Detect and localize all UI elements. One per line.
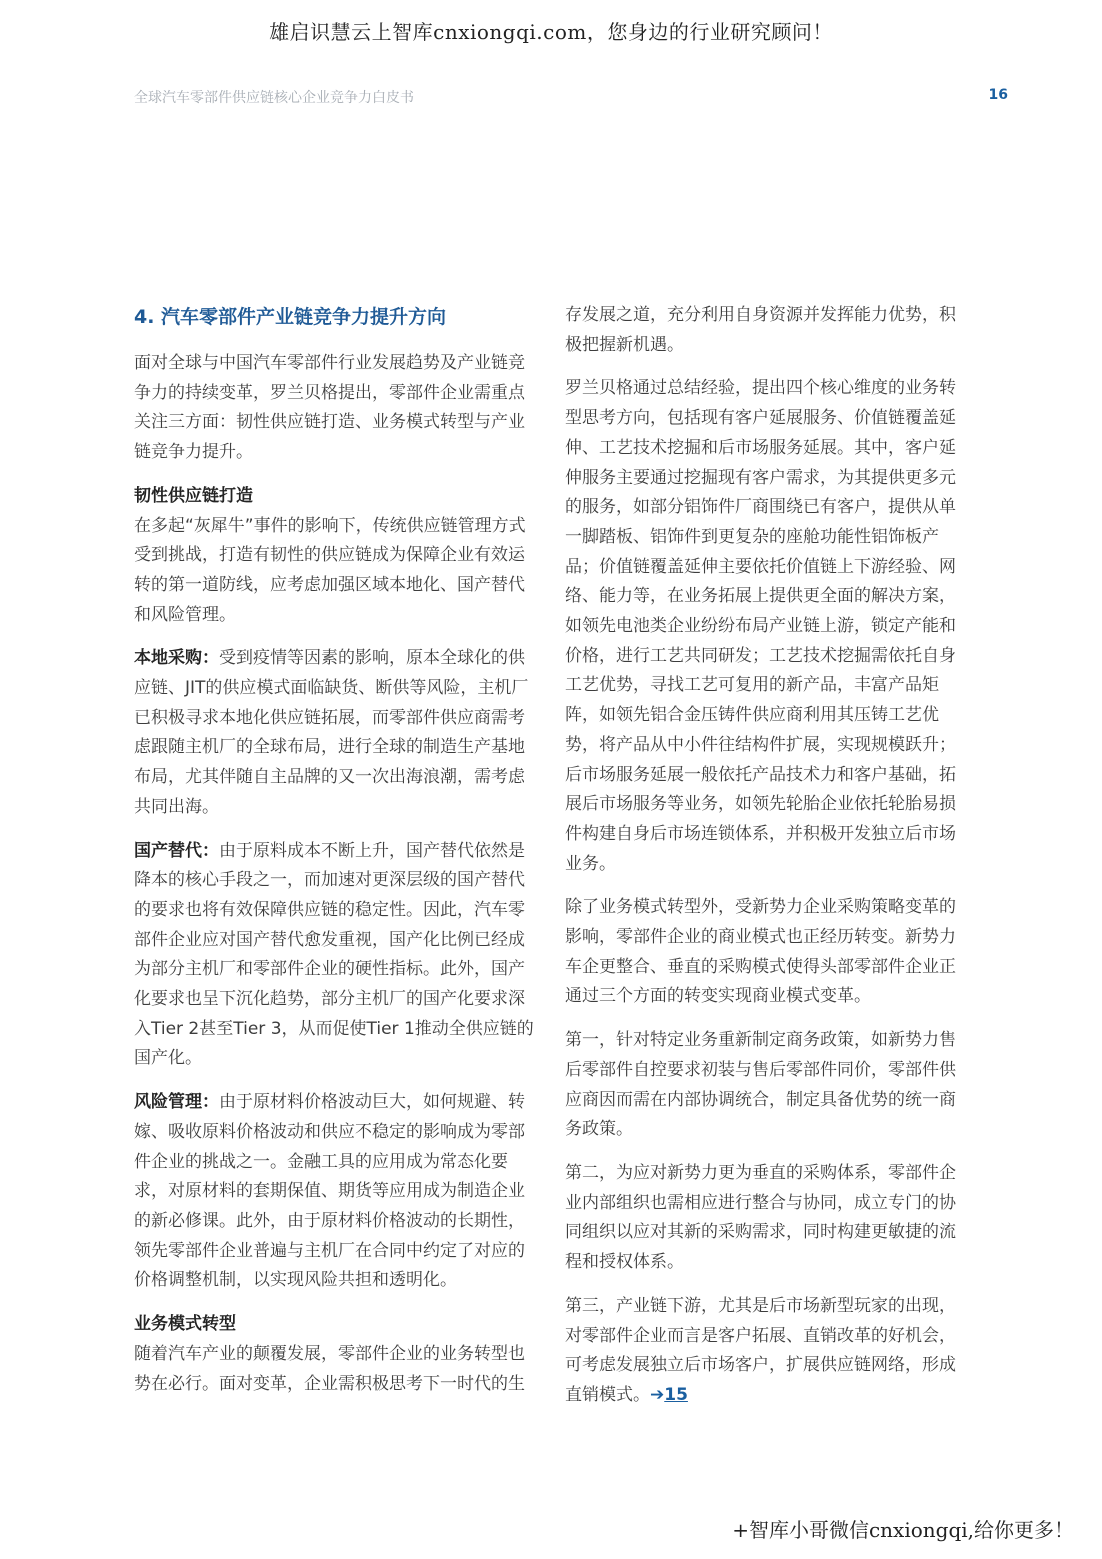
page-reference-link[interactable]: 15 xyxy=(664,1384,688,1405)
local-sourcing-text: 受到疫情等因素的影响，原本全球化的供应链、JIT的供应模式面临缺货、断供等风险，主机厂已积极寻求本地化供应链拓展，而零部件供应商需考虑跟随主机厂的全球布局，进行全球的制造生产基地布局，尤其伴随自主品牌的又一次出海浪潮，需考虑共同出海。 xyxy=(134,648,529,817)
risk-management-paragraph xyxy=(134,1088,539,1296)
section-title: 4. 汽车零部件产业链竞争力提升方向 xyxy=(134,306,447,328)
local-sourcing-paragraph xyxy=(134,644,539,822)
right-column xyxy=(565,301,970,1425)
four-dimensions-paragraph: 罗兰贝格通过总结经验，提出四个核心维度的业务转型思考方向，包括现有客户延展服务、价值链覆盖延伸、工艺技术挖掘和后市场服务延展。其中，客户延伸服务主要通过挖掘现有客户需求，为其提供更多元的服务，如部分铝饰件厂商围绕已有客户，提供从单一脚踏板、铝饰件到更复杂的座舱功能性铝饰板产品；价值链覆盖延伸主要依托价值链上下游经验、网络、能力等，在业务拓展上提供更全面的解决方案，如领先电池类企业纷纷布局产业链上游，锁定产能和价格，进行工艺共同研发；工艺技术挖掘需依托自身工艺优势，寻找工艺可复用的新产品，丰富产品矩阵，如领先铝合金压铸件供应商利用其压铸工艺优势，将产品从中小件往结构件扩展，实现规模跃升；后市场服务延展一般依托产品技术力和客户基础，拓展后市场服务等业务，如领先轮胎企业依托轮胎易损件构建自身后市场连锁体系，并积极开发独立后市场业务。 xyxy=(565,378,956,874)
running-title: 全球汽车零部件供应链核心企业竞争力白皮书 xyxy=(134,90,414,106)
business-model-paragraph: 随着汽车产业的颠覆发展，零部件企业的业务转型也势在必行。面对变革，企业需积极思考下一时代的生 xyxy=(134,1343,525,1394)
third-point-paragraph xyxy=(565,1292,970,1411)
domestic-substitution-text: 由于原料成本不断上升，国产替代依然是降本的核心手段之一，而加速对更深层级的国产替代的要求也将有效保障供应链的稳定性。因此，汽车零部件企业应对国产替代愈发重视，国产化比例已经成为部分主机厂和零部件企业的硬性指标。此外，国产化要求也呈下沉化趋势，部分主机厂的国产化要求深入Tier 2甚至Tier 3，从而促使Tier 1推动全供应链的国产化。 xyxy=(134,840,534,1069)
intro-paragraph: 面对全球与中国汽车零部件行业发展趋势及产业链竞争力的持续变革，罗兰贝格提出，零部件企业需重点关注三方面：韧性供应链打造、业务模式转型与产业链竞争力提升。 xyxy=(134,353,525,463)
resilient-supply-chain-paragraph: 在多起“灰犀牛”事件的影响下，传统供应链管理方式受到挑战，打造有韧性的供应链成为保障企业有效运转的第一道防线，应考虑加强区域本地化、国产替代和风险管理。 xyxy=(134,515,526,625)
watermark-bottom: +智库小哥微信cnxiongqi,给你更多！ xyxy=(732,1518,1074,1542)
watermark-top: 雄启识慧云上智库cnxiongqi.com，您身边的行业研究顾问！ xyxy=(269,20,833,44)
new-forces-paragraph: 除了业务模式转型外，受新势力企业采购策略变革的影响，零部件企业的商业模式也正经历转变。新势力车企更整合、垂直的采购模式使得头部零部件企业正通过三个方面的转变实现商业模式变革。 xyxy=(565,897,956,1007)
subheading-resilient-supply-chain: 韧性供应链打造 xyxy=(134,485,253,506)
subheading-business-model: 业务模式转型 xyxy=(134,1314,236,1335)
risk-management-lead: 风险管理： xyxy=(134,1092,219,1113)
third-point-text: 第三，产业链下游，尤其是后市场新型玩家的出现，对零部件企业而言是客户拓展、直销改革的好机会，可考虑发展独立后市场客户，扩展供应链网络，形成直销模式。 xyxy=(565,1295,956,1405)
first-point-paragraph: 第一，针对特定业务重新制定商务政策，如新势力售后零部件自控要求初装与售后零部件同价，零部件供应商因而需在内部协调统合，制定具备优势的统一商务政策。 xyxy=(565,1030,956,1140)
domestic-substitution-paragraph xyxy=(134,837,539,1075)
page-number: 16 xyxy=(988,87,1008,103)
local-sourcing-lead: 本地采购： xyxy=(134,648,219,669)
continuation-paragraph: 存发展之道，充分利用自身资源并发挥能力优势，积极把握新机遇。 xyxy=(565,305,956,355)
left-column xyxy=(134,301,539,1413)
second-point-paragraph: 第二，为应对新势力更为垂直的采购体系，零部件企业内部组织也需相应进行整合与协同，成立专门的协同组织以应对其新的采购需求，同时构建更敏捷的流程和授权体系。 xyxy=(565,1162,956,1273)
risk-management-text: 由于原材料价格波动巨大，如何规避、转嫁、吸收原料价格波动和供应不稳定的影响成为零部件企业的挑战之一。金融工具的应用成为常态化要求，对原材料的套期保值、期货等应用成为制造企业的新必修课。此外，由于原材料价格波动的长期性，领先零部件企业普遍与主机厂在合同中约定了对应的价格调整机制，以实现风险共担和透明化。 xyxy=(134,1092,525,1291)
arrow-right-icon[interactable]: ➔ xyxy=(650,1384,665,1405)
domestic-substitution-lead: 国产替代： xyxy=(134,840,219,861)
